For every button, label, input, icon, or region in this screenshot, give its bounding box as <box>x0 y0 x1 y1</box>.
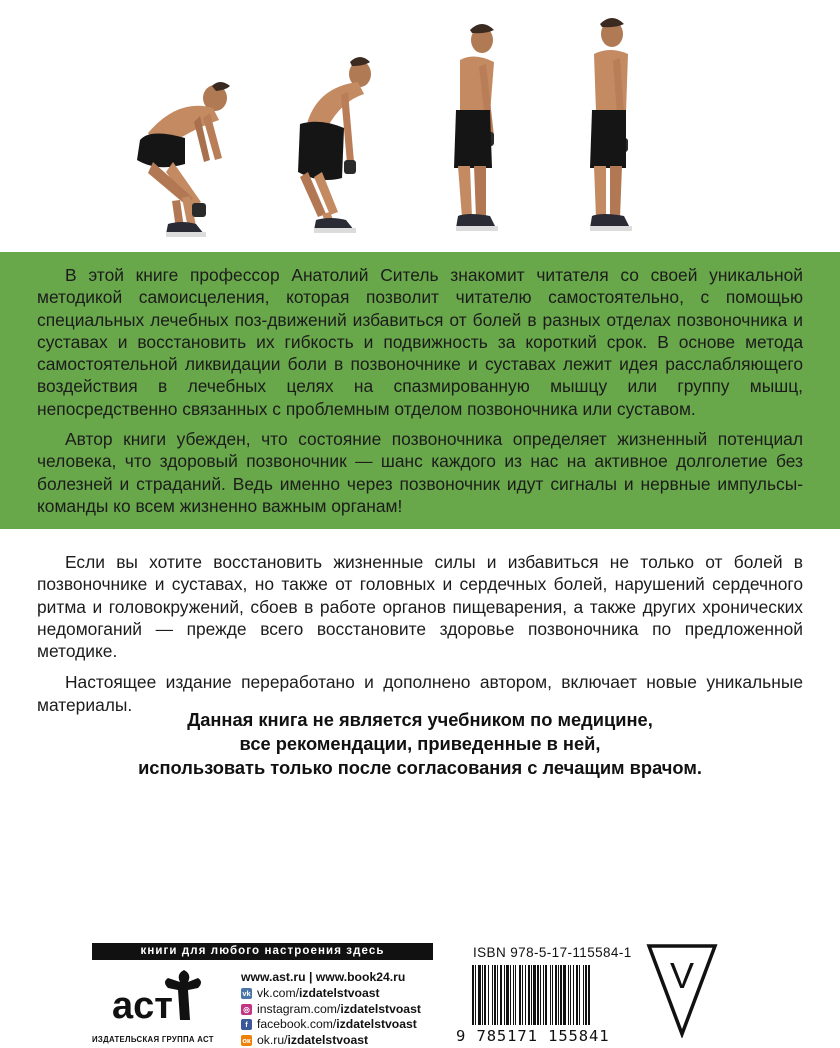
barcode-bar <box>506 965 509 1025</box>
restore-health-paragraph: Если вы хотите восстановить жизненные силы и избавиться не только от болей в позвоночнике и суставах, но также от головных и сердечных болей, нарушений сердечного ритма и головокружений, сбоев в работе органов пищеварения, а также других хронических недомоганий — прежде всего восстановите здоровье позвоночника по предложенной методике. <box>37 552 803 662</box>
v-mark-letter: V <box>669 955 695 996</box>
barcode-bar <box>537 965 539 1025</box>
barcode-digits: 9 785171 155841 <box>456 1027 610 1045</box>
barcode-bar <box>563 965 566 1025</box>
barcode-bar <box>475 965 476 1025</box>
barcode-bar <box>543 965 544 1025</box>
disclaimer-line: использовать только после согласования с лечащим врачом. <box>138 757 702 778</box>
social-prefix: facebook.com/ <box>257 1017 337 1031</box>
barcode-bar <box>552 965 553 1025</box>
disclaimer-line: Данная книга не является учебником по медицине, <box>187 709 653 730</box>
barcode-bar <box>497 965 498 1025</box>
barcode-bar <box>560 965 562 1025</box>
social-handle: izdatelstvoast <box>298 986 380 1000</box>
upright-figure <box>586 14 636 242</box>
barcode-bar <box>540 965 541 1025</box>
ast-logo <box>110 968 220 1039</box>
instagram-icon: ◎ <box>241 1004 252 1015</box>
social-handle: izdatelstvoast <box>287 1032 369 1047</box>
barcode-bar <box>579 965 580 1025</box>
barcode-bar <box>513 965 514 1025</box>
edition-note-paragraph: Настоящее издание переработано и дополнено автором, включает новые уникальные материалы. <box>37 672 803 715</box>
barcode-bar <box>570 965 571 1025</box>
deep-bend-figure <box>128 78 248 243</box>
slight-bend-figure <box>446 20 506 242</box>
barcode-bar <box>482 965 483 1025</box>
social-prefix: vk.com/ <box>257 986 299 1000</box>
barcode-bar <box>585 965 587 1025</box>
barcode-bar <box>528 965 530 1025</box>
barcode-bar <box>573 965 574 1025</box>
intro-paragraph: В этой книге профессор Анатолий Ситель знакомит читателя со своей уникальной методикой самоисцеления, которая позволит читателю самостоятельно, с помощью специальных лечебных поз-движений избавиться от болей в разных отделах позвоночника и суставах и восстановить их гибкость и подвижность за короткий срок. В основе метода самостоятельной ликвидации боли в позвоночнике и суставах лежит идея расслабляющего воздействия в лечебных целях на спазмированную мышцу или группу мышц, непосредственно связанных с проблемным отделом позвоночника или суставом. <box>37 265 803 419</box>
barcode-bar <box>576 965 578 1025</box>
publisher-links <box>241 968 421 1048</box>
barcode-bar <box>484 965 486 1025</box>
barcode-bar <box>555 965 557 1025</box>
isbn-number: ISBN 978-5-17-115584-1 <box>473 945 632 960</box>
barcode-bar <box>515 965 516 1025</box>
social-prefix: instagram.com/ <box>257 1001 341 1016</box>
main-text <box>37 551 803 716</box>
social-link-vk[interactable] <box>241 986 421 1002</box>
medical-disclaimer <box>60 708 780 780</box>
exercise-photo-strip <box>0 0 840 250</box>
barcode-bar <box>550 965 551 1025</box>
green-panel-text <box>37 264 803 517</box>
barcode-bar <box>472 965 474 1025</box>
barcode-bar <box>558 965 559 1025</box>
publisher-tagline: книги для любого настроения здесь <box>92 943 433 960</box>
logo-text: аст <box>112 985 173 1027</box>
half-bend-figure <box>298 52 388 242</box>
barcode-bar <box>488 965 489 1025</box>
barcode-bar <box>531 965 532 1025</box>
age-rating-v-mark <box>646 942 718 1043</box>
social-handle: izdatelstvoast <box>336 1017 417 1031</box>
social-handle: izdatelstvoast <box>340 1001 421 1016</box>
website-links[interactable]: www.ast.ru | www.book24.ru <box>241 970 406 984</box>
social-link-instagram[interactable] <box>241 1002 421 1018</box>
barcode-bar <box>568 965 569 1025</box>
barcode-bar <box>519 965 521 1025</box>
barcode-bar <box>478 965 481 1025</box>
barcode-bar <box>533 965 536 1025</box>
vk-icon: vk <box>242 989 251 999</box>
facebook-icon: f <box>241 1019 252 1030</box>
barcode <box>470 965 630 1032</box>
barcode-bar <box>545 965 547 1025</box>
publisher-name: ИЗДАТЕЛЬСКАЯ ГРУППА АСТ <box>92 1035 214 1044</box>
barcode-bar <box>500 965 502 1025</box>
odnoklassniki-icon: ок <box>242 1035 251 1045</box>
barcode-bar <box>588 965 590 1025</box>
barcode-bar <box>504 965 505 1025</box>
barcode-bar <box>522 965 523 1025</box>
barcode-bar <box>583 965 584 1025</box>
social-link-facebook[interactable] <box>241 1017 421 1033</box>
social-prefix: ok.ru/ <box>257 1032 288 1047</box>
barcode-bar <box>494 965 496 1025</box>
barcode-bar <box>510 965 511 1025</box>
author-belief-paragraph: Автор книги убежден, что состояние позвоночника определяет жизненный потенциал человека, что здоровый позвоночник — шанс каждого из нас на активное долголетие без болезней и страданий. Ведь именно через позвоночник идут сигналы и нервные импульсы-команды ко всем жизненно важным органам! <box>37 429 803 516</box>
barcode-bar <box>492 965 493 1025</box>
barcode-bar <box>525 965 526 1025</box>
disclaimer-line: все рекомендации, приведенные в ней, <box>239 733 601 754</box>
social-link-odnoklassniki[interactable] <box>241 1033 421 1048</box>
